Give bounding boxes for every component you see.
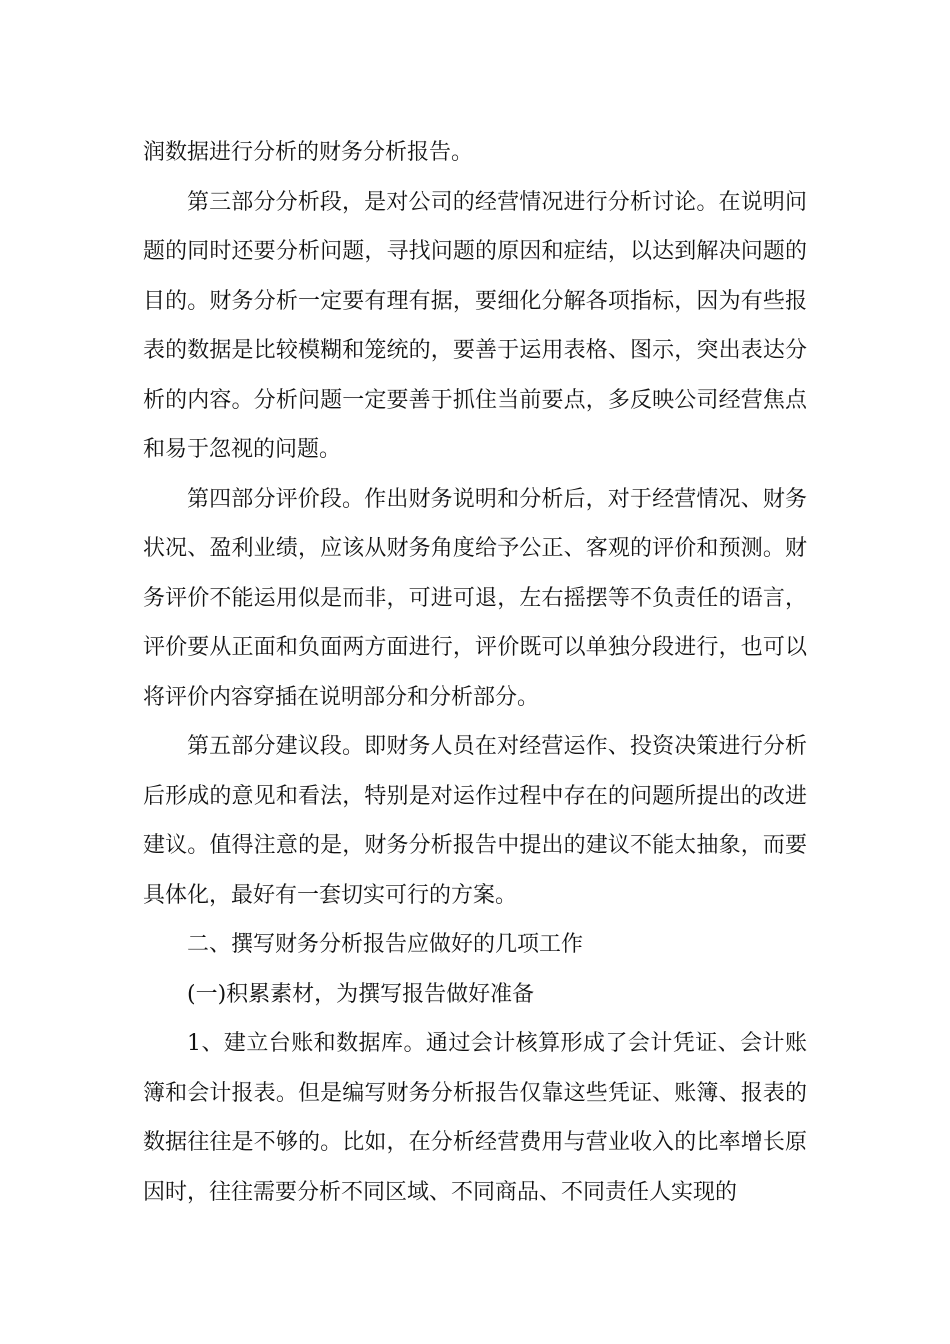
- subsection-heading-one: (一)积累素材，为撰写报告做好准备: [187, 981, 535, 1007]
- paragraph-item-one: 1、建立台账和数据库。通过会计核算形成了会计凭证、会计账簿和会计报表。但是编写财务分析报告仅靠这些凭证、账簿、报表的数据往往是不够的。比如，在分析经营费用与营业收入的比率增长原因时，往往需要分析不同区域、不同商品、不同责任人实现的: [143, 1031, 807, 1205]
- paragraph-part-five: 第五部分建议段。即财务人员在对经营运作、投资决策进行分析后形成的意见和看法，特别是对运作过程中存在的问题所提出的改进建议。值得注意的是，财务分析报告中提出的建议不能太抽象，而要具体化，最好有一套切实可行的方案。: [143, 734, 807, 908]
- document-body: [143, 128, 807, 1217]
- paragraph-part-three: 第三部分分析段，是对公司的经营情况进行分析讨论。在说明问题的同时还要分析问题，寻找问题的原因和症结，以达到解决问题的目的。财务分析一定要有理有据，要细化分解各项指标，因为有些报表的数据是比较模糊和笼统的，要善于运用表格、图示，突出表达分析的内容。分析问题一定要善于抓住当前要点，多反映公司经营焦点和易于忽视的问题。: [143, 189, 807, 462]
- paragraph-part-four: 第四部分评价段。作出财务说明和分析后，对于经营情况、财务状况、盈利业绩，应该从财务角度给予公正、客观的评价和预测。财务评价不能运用似是而非，可进可退，左右摇摆等不负责任的语言，评价要从正面和负面两方面进行，评价既可以单独分段进行，也可以将评价内容穿插在说明部分和分析部分。: [143, 486, 807, 710]
- section-heading-two: 二、撰写财务分析报告应做好的几项工作: [187, 932, 584, 957]
- paragraph-continuation: 润数据进行分析的财务分析报告。: [143, 140, 474, 165]
